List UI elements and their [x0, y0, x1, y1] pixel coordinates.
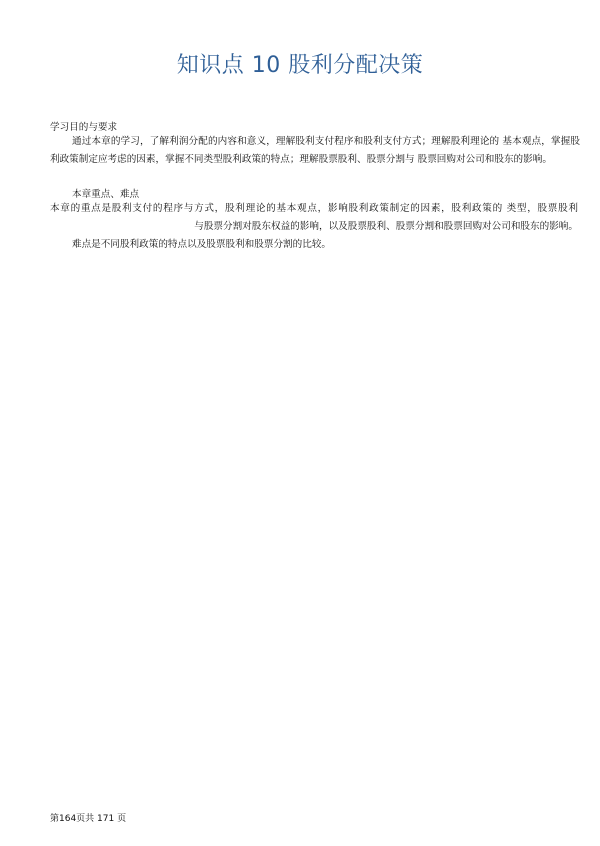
- page-footer: 第164页共 171 页: [50, 814, 127, 824]
- paragraph-study-goals: 通过本章的学习，了解利润分配的内容和意义，理解股利支付程序和股利支付方式；理解股利理论的 基本观点，掌握股利政策制定应考虑的因素，掌握不同类型股利政策的特点；理解股票股利、股票分割与 股票回购对公司和股东的影响。: [50, 136, 580, 165]
- subsection-heading: 本章重点、难点: [72, 189, 140, 200]
- paragraph-key-points-line-1: 本章的重点是股利支付的程序与方式，股利理论的基本观点，影响股利政策制定的因素，股利政策的 类型，股票股利: [50, 203, 578, 214]
- section-heading: 学习目的与要求: [50, 122, 118, 133]
- page-title: 知识点 10 股利分配决策: [176, 53, 424, 78]
- paragraph-key-points-line-2: 与股票分割对股东权益的影响，以及股票股利、股票分割和股票回购对公司和股东的影响。: [194, 221, 578, 232]
- paragraph-key-points: [50, 200, 578, 236]
- paragraph-difficult-points: 难点是不同股利政策的特点以及股票股利和股票分割的比较。: [72, 239, 332, 250]
